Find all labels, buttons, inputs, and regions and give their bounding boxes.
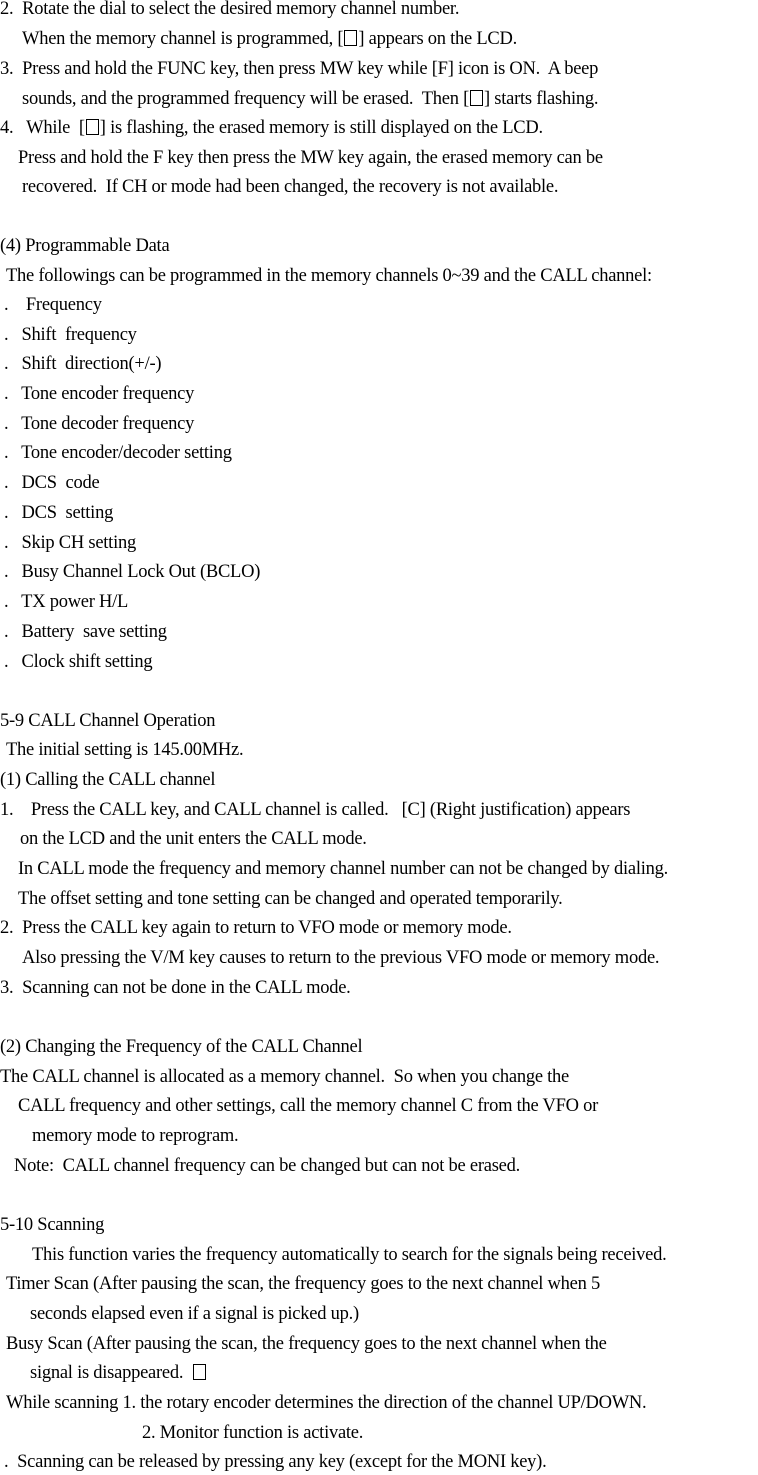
memory-indicator-icon	[344, 30, 357, 46]
section-heading: 5-9 CALL Channel Operation	[0, 711, 216, 731]
list-item: . Tone encoder/decoder setting	[4, 443, 232, 463]
list-item: . Frequency	[4, 295, 102, 315]
paragraph-text: memory mode to reprogram.	[32, 1126, 239, 1146]
list-item: . DCS setting	[4, 503, 114, 523]
list-item: . Battery save setting	[4, 622, 167, 642]
step-3-continued: sounds, and the programmed frequency will be erased. Then [ ] starts flashing.	[22, 89, 599, 109]
memory-indicator-icon	[86, 119, 99, 135]
paragraph-text: The followings can be programmed in the memory channels 0~39 and the CALL channel:	[6, 266, 652, 286]
memory-programmed-text: When the memory channel is programmed, [ ] appears on the LCD.	[22, 29, 517, 49]
list-item: . Tone decoder frequency	[4, 414, 195, 434]
list-item: . DCS code	[4, 473, 100, 493]
note-text: Note: CALL channel frequency can be changed but can not be erased.	[14, 1156, 520, 1176]
list-item: . Shift frequency	[4, 325, 137, 345]
timer-scan-text: Timer Scan (After pausing the scan, the frequency goes to the next channel when 5	[6, 1274, 601, 1294]
list-item: . TX power H/L	[4, 592, 129, 612]
scanning-note-continued: 2. Monitor function is activate.	[142, 1423, 364, 1443]
step-2-text: 2. Press the CALL key again to return to VFO mode or memory mode.	[0, 918, 512, 938]
step-4-text: 4. While [ ] is flashing, the erased memory is still displayed on the LCD.	[0, 118, 543, 138]
paragraph-text: This function varies the frequency automatically to search for the signals being received.	[32, 1245, 667, 1265]
list-item: . Clock shift setting	[4, 652, 153, 672]
subsection-heading: (1) Calling the CALL channel	[0, 770, 216, 790]
paragraph-text: The CALL channel is allocated as a memory channel. So when you change the	[0, 1067, 570, 1087]
step-4-continued: recovered. If CH or mode had been changed, the recovery is not available.	[22, 177, 559, 197]
list-item: . Skip CH setting	[4, 533, 136, 553]
list-item: . Shift direction(+/-)	[4, 354, 162, 374]
unknown-glyph-icon	[193, 1364, 206, 1380]
scanning-release-text: . Scanning can be released by pressing any key (except for the MONI key).	[4, 1452, 547, 1472]
subsection-heading: (2) Changing the Frequency of the CALL Channel	[0, 1037, 363, 1057]
step-1-continued: on the LCD and the unit enters the CALL mode.	[20, 829, 367, 849]
step-2-text: 2. Rotate the dial to select the desired memory channel number.	[0, 0, 460, 19]
timer-scan-continued: seconds elapsed even if a signal is picked up.)	[30, 1304, 359, 1324]
scanning-note-text: While scanning 1. the rotary encoder determines the direction of the channel UP/DOWN.	[6, 1393, 647, 1413]
step-3-text: 3. Scanning can not be done in the CALL mode.	[0, 978, 351, 998]
list-item: . Tone encoder frequency	[4, 384, 195, 404]
section-heading: (4) Programmable Data	[0, 236, 170, 256]
paragraph-text: The initial setting is 145.00MHz.	[6, 740, 244, 760]
step-4-continued: Press and hold the F key then press the MW key again, the erased memory can be	[18, 148, 603, 168]
busy-scan-text: Busy Scan (After pausing the scan, the frequency goes to the next channel when the	[6, 1334, 607, 1354]
section-heading: 5-10 Scanning	[0, 1215, 105, 1235]
step-1-continued: In CALL mode the frequency and memory channel number can not be changed by dialing.	[18, 859, 668, 879]
paragraph-text: CALL frequency and other settings, call the memory channel C from the VFO or	[18, 1096, 599, 1116]
memory-indicator-icon	[470, 90, 483, 106]
step-1-text: 1. Press the CALL key, and CALL channel is called. [C] (Right justification) appears	[0, 800, 631, 820]
busy-scan-continued: signal is disappeared.	[30, 1362, 207, 1384]
list-item: . Busy Channel Lock Out (BCLO)	[4, 562, 261, 582]
step-1-continued: The offset setting and tone setting can be changed and operated temporarily.	[18, 889, 563, 909]
step-3-text: 3. Press and hold the FUNC key, then press MW key while [F] icon is ON. A beep	[0, 59, 599, 79]
step-2-continued: Also pressing the V/M key causes to return to the previous VFO mode or memory mode.	[22, 948, 660, 968]
